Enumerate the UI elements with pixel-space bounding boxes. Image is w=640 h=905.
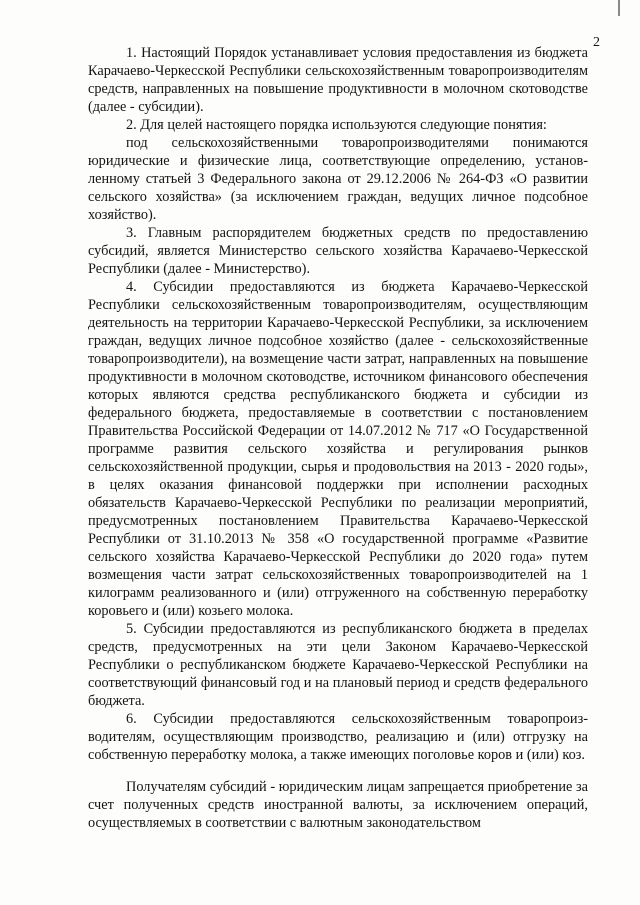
document-body bbox=[88, 44, 588, 832]
paragraph-6: 6. Субсидии предоставляются сельскохозяйственным товаропроизводителям, осуществляющим производство, реализацию и (или) отгрузку на собственную переработку молока, а также имеющих поголовье коров и (или) коз. bbox=[88, 711, 588, 763]
paragraph-5: 5. Субсидии предоставляются из республиканского бюджета в пределах средств, предусмотренных на эти цели Законом Карачаево-Черкесской Республики о республиканском бюджете Карачаево-Черкесской Республики на соответствующий финансовый год и на плановый период и средств федерального бюджета. bbox=[88, 621, 588, 709]
paragraph-2-definition: под сельскохозяйственными товаропроизводителями понимаются юридические и физические лица, соответствующие определению, установленному статьей 3 Федерального закона от 29.12.2006 № 264-ФЗ «О развитии сельского хозяйства» (за исключением граждан, ведущих личное подсобное хозяйство). bbox=[88, 135, 588, 223]
scan-edge-mark bbox=[618, 0, 620, 16]
paragraph-7: Получателям субсидий - юридическим лицам запрещается приобретение за счет полученных средств иностранной валюты, за исключением операций, осуществляемых в соответствии с валютным законодательством bbox=[88, 779, 588, 831]
paragraph-2: 2. Для целей настоящего порядка используются следующие понятия: bbox=[126, 117, 547, 133]
paragraph-4: 4. Субсидии предоставляются из бюджета Карачаево-Черкесской Республики сельскохозяйственным товаропроизводителям, осуществляющим деятельность на территории Карачаево-Черкесской Республики, за исключением граждан, ведущих личное подсобное хозяйство (далее - сельскохозяйственные товаропроизводители), на возмещение части затрат, направленных на повышение продуктивности в молочном скотоводстве, источником финансового обеспечения которых являются средства республиканского бюджета и субсидии из федерального бюджета, предоставляемые в соответствии с постановлением Правительства Российской Федерации от 14.07.2012 № 717 «О Государственной программе развития сельского хозяйства и регулирования рынков сельскохозяйственной продукции, сырья и продовольствия на 2013 - 2020 годы», в целях оказания финансовой поддержки при исполнении расходных обязательств Карачаево-Черкесской Республики по реализации мероприятий, предусмотренных постановлением Правительства Карачаево-Черкесской Республики от 31.10.2013 № 358 «О государственной программе «Развитие сельского хозяйства Карачаево-Черкесской Республики до 2020 года» путем возмещения части затрат сельскохозяйственных товаропроизводителей на 1 килограмм реализованного и (или) отгруженного на собственную переработку коровьего и (или) козьего молока. bbox=[88, 279, 588, 619]
paragraph-3: 3. Главным распорядителем бюджетных средств по предоставлению субсидий, является Министерство сельского хозяйства Карачаево-Черкесской Республики (далее - Министерство). bbox=[88, 225, 588, 277]
page-number: 2 bbox=[593, 35, 600, 50]
paragraph-1: 1. Настоящий Порядок устанавливает условия предоставления из бюджета Карачаево-Черкесской Республики сельскохозяйственным товаропроизводителям средств, направленных на повышение продуктивности в молочном скотоводстве (далее - субсидии). bbox=[88, 45, 588, 115]
